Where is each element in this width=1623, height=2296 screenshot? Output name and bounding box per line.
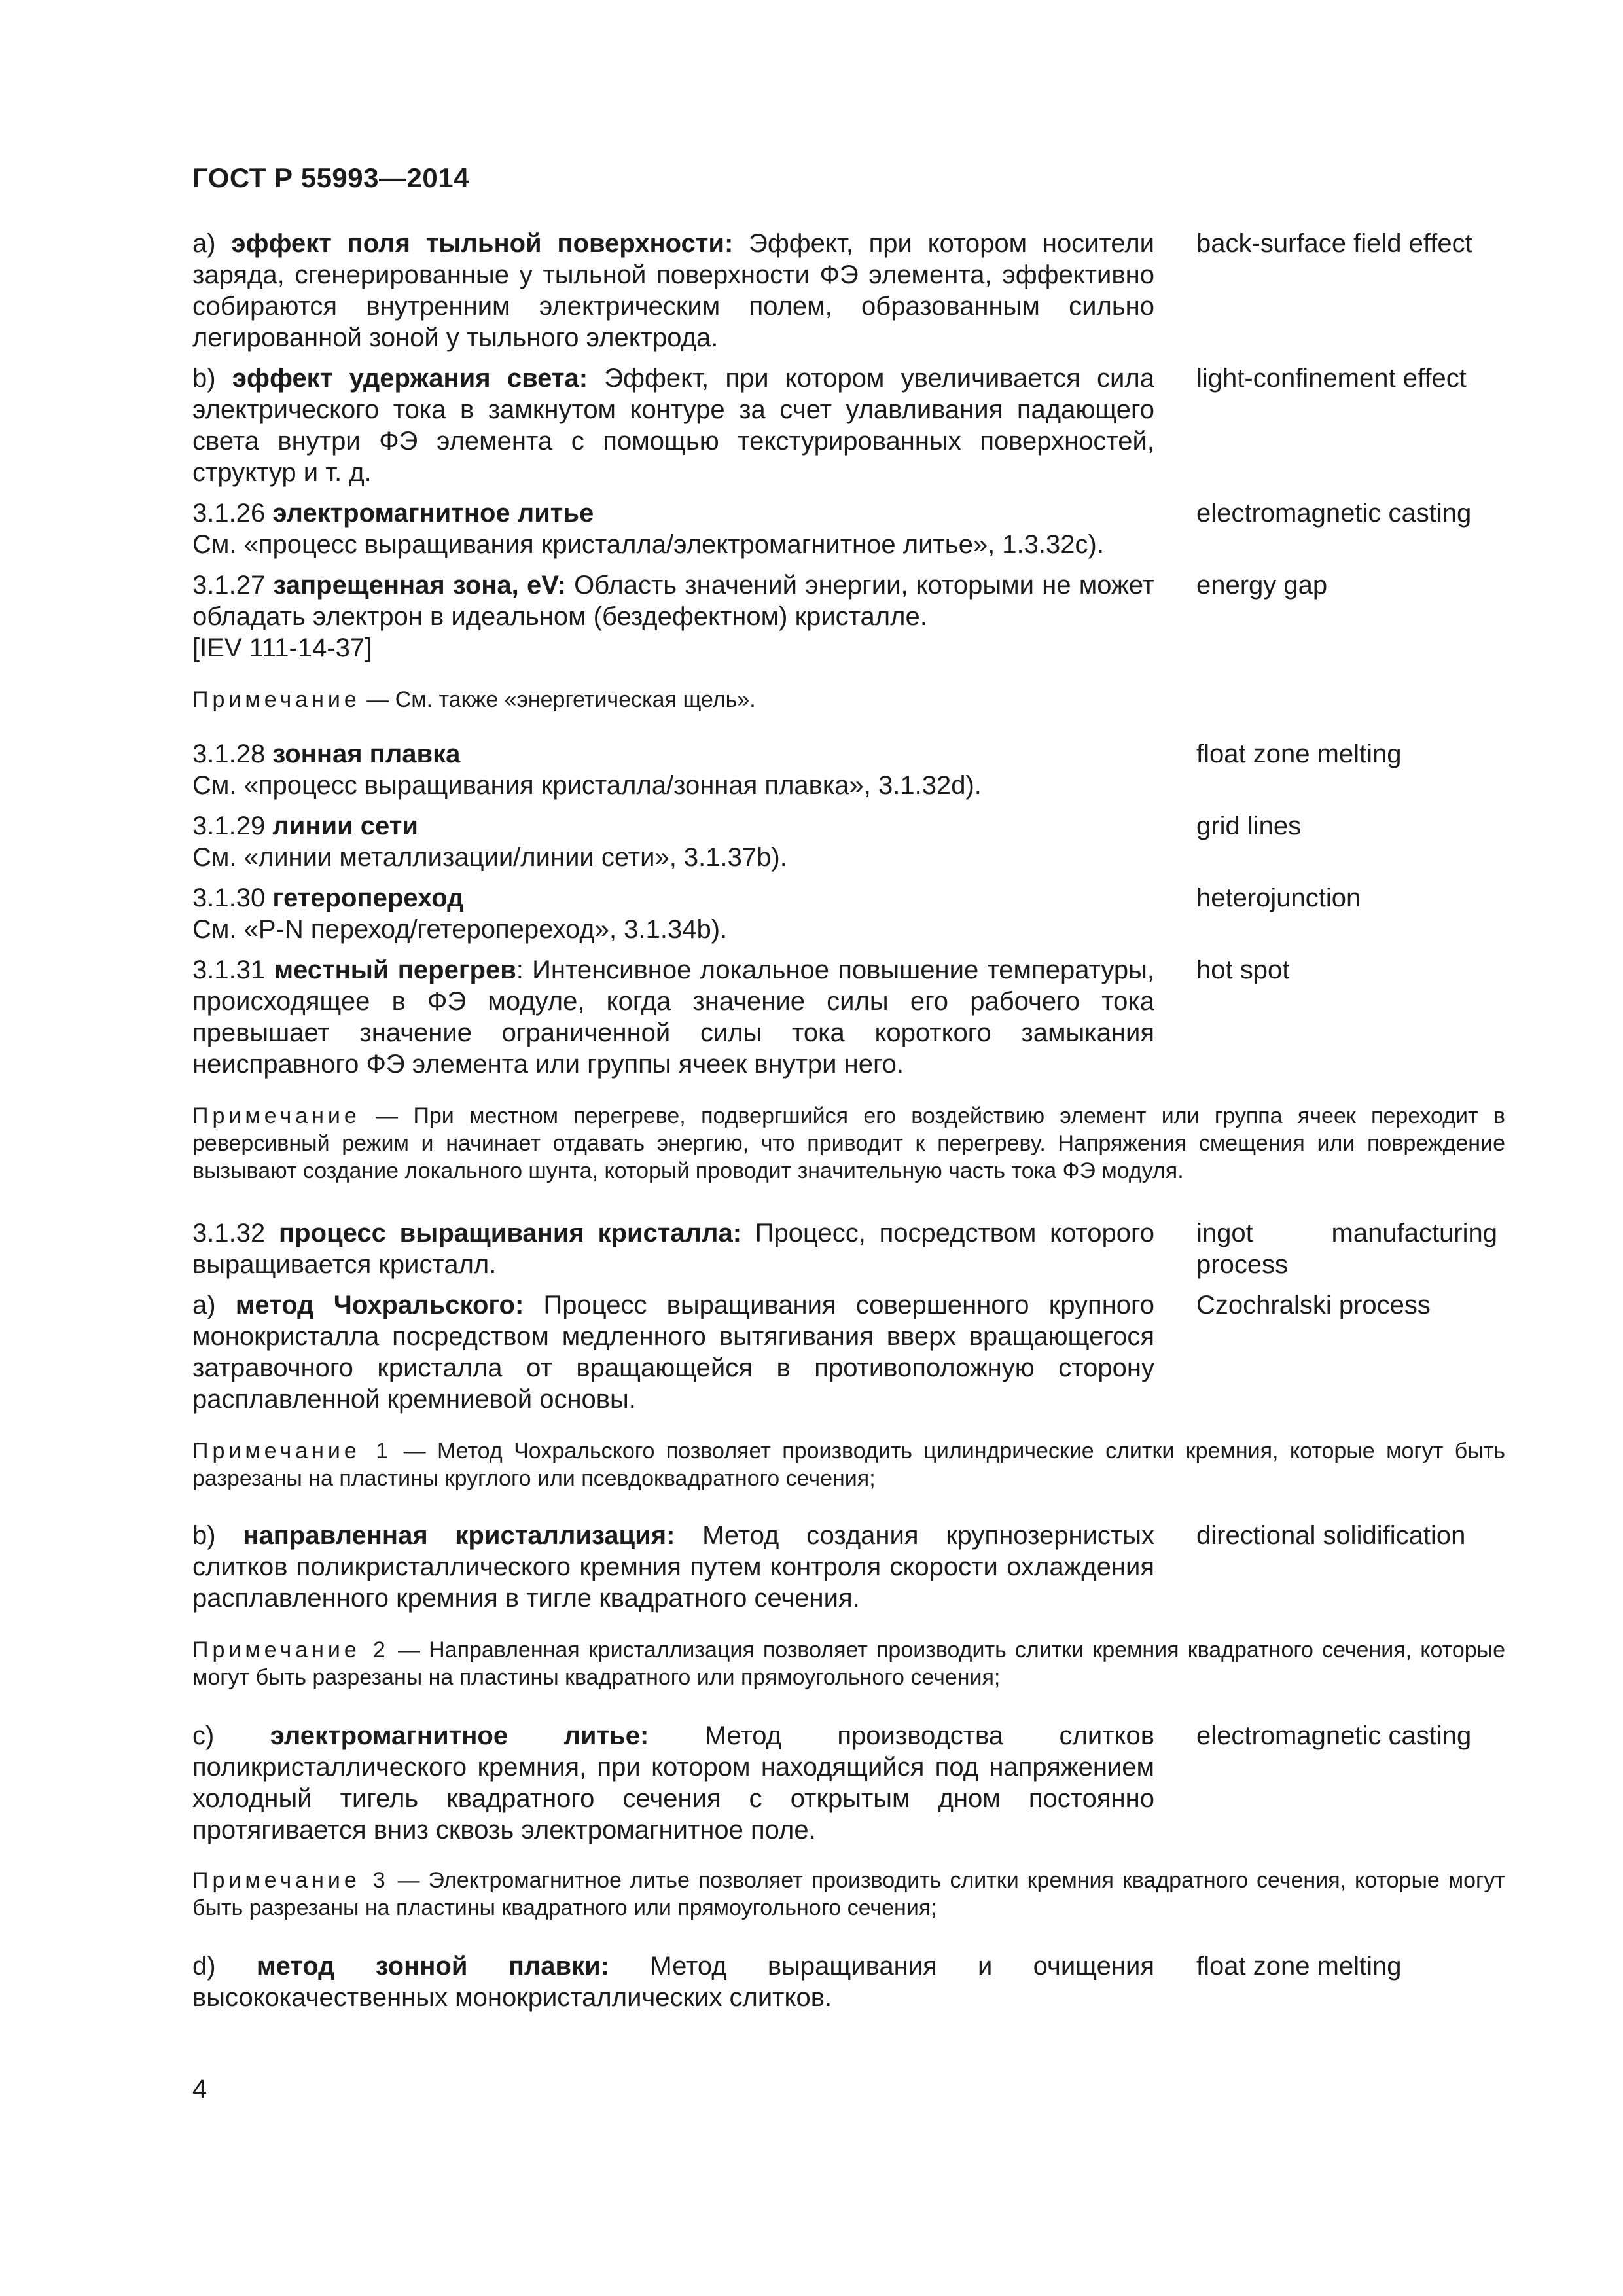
document-header: ГОСТ Р 55993—2014 xyxy=(192,162,469,193)
english-term: float zone melting xyxy=(1196,1952,1402,1981)
english-term: Czochralski process xyxy=(1196,1291,1431,1319)
page-number: 4 xyxy=(192,2075,207,2104)
term-item: 3.1.30 гетеропереход См. «P-N переход/гетеропереход», 3.1.34b). xyxy=(192,884,728,944)
note: Примечание 3 — Электромагнитное литье позволяет производить слитки кремния квадратного сечения, которые могут быть разрезаны на пластины квадратного или прямоугольного сечения; xyxy=(192,1868,1505,1920)
term-item: 3.1.32 процесс выращивания кристалла: Процесс, посредством которого выращивается кристалл. xyxy=(192,1219,1154,1279)
term-item: 3.1.26 электромагнитное литье См. «процесс выращивания кристалла/электромагнитное литье», 1.3.32c). xyxy=(192,499,1104,559)
english-term: ingot manufacturing process xyxy=(1196,1219,1497,1279)
term-item: a) метод Чохральского: Процесс выращивания совершенного крупного монокристалла посредством медленного вытягивания вверх вращающегося затравочного кристалла от вращающейся в противоположную сторону расплавленной кремниевой основы. xyxy=(192,1291,1155,1414)
english-term: energy gap xyxy=(1196,571,1328,600)
term-item: 3.1.27 запрещенная зона, eV: Область значений энергии, которыми не может обладать электрон в идеальном (бездефектном) кристалле. [IEV 111-14-37] xyxy=(192,571,1154,662)
term-item: 3.1.31 местный перегрев: Интенсивное локальное повышение температуры, происходящее в ФЭ модуле, когда значение силы его рабочего тока превышает значение ограниченной силы тока короткого замыкания неисправного ФЭ элемента или группы ячеек внутри него. xyxy=(192,956,1154,1079)
english-term: heterojunction xyxy=(1196,884,1361,912)
english-term: hot spot xyxy=(1196,956,1290,984)
note: Примечание — См. также «энергетическая щель». xyxy=(192,687,756,712)
term-item: d) метод зонной плавки: Метод выращивания и очищения высококачественных монокристаллических слитков. xyxy=(192,1952,1154,2012)
english-term: float zone melting xyxy=(1196,740,1402,768)
english-term: electromagnetic casting xyxy=(1196,1721,1472,1750)
english-term: directional solidification xyxy=(1196,1521,1466,1550)
english-term: back-surface field effect xyxy=(1196,229,1472,258)
note: Примечание 1 — Метод Чохральского позволяет производить цилиндрические слитки кремния, которые могут быть разрезаны на пластины круглого или псевдоквадратного сечения; xyxy=(192,1439,1505,1491)
term-item: 3.1.29 линии сети См. «линии металлизации/линии сети», 3.1.37b). xyxy=(192,812,787,872)
term-item: c) электромагнитное литье: Метод производства слитков поликристаллического кремния, при котором находящийся под напряжением холодный тигель квадратного сечения с открытым дном постоянно протягивается вниз сквозь электромагнитное поле. xyxy=(192,1721,1154,1844)
english-term: grid lines xyxy=(1196,812,1302,840)
note: Примечание — При местном перегреве, подвергшийся его воздействию элемент или группа ячеек переходит в реверсивный режим и начинает отдавать энергию, что приводит к перегреву. Напряжения смещения или повреждение вызывают создание локального шунта, который проводит значительную часть тока ФЭ модуля. xyxy=(192,1103,1505,1183)
english-term: light-confinement effect xyxy=(1196,364,1467,393)
note: Примечание 2 — Направленная кристаллизация позволяет производить слитки кремния квадратного сечения, которые могут быть разрезаны на пластины квадратного или прямоугольного сечения; xyxy=(192,1638,1505,1690)
term-item: b) направленная кристаллизация: Метод создания крупнозернистых слитков поликристаллического кремния путем контроля скорости охлаждения расплавленного кремния в тигле квадратного сечения. xyxy=(192,1521,1154,1613)
term-item: b) эффект удержания света: Эффект, при котором увеличивается сила электрического тока в замкнутом контуре за счет улавливания падающего света внутри ФЭ элемента с помощью текстурированных поверхностей, структур и т. д. xyxy=(192,364,1154,487)
term-item: 3.1.28 зонная плавка См. «процесс выращивания кристалла/зонная плавка», 3.1.32d). xyxy=(192,740,982,800)
english-term: electromagnetic casting xyxy=(1196,499,1472,528)
term-item: a) эффект поля тыльной поверхности: Эффект, при котором носители заряда, сгенерированные у тыльной поверхности ФЭ элемента, эффективно собираются внутренним электрическим полем, образованным сильно легированной зоной у тыльного электрода. xyxy=(192,229,1154,352)
